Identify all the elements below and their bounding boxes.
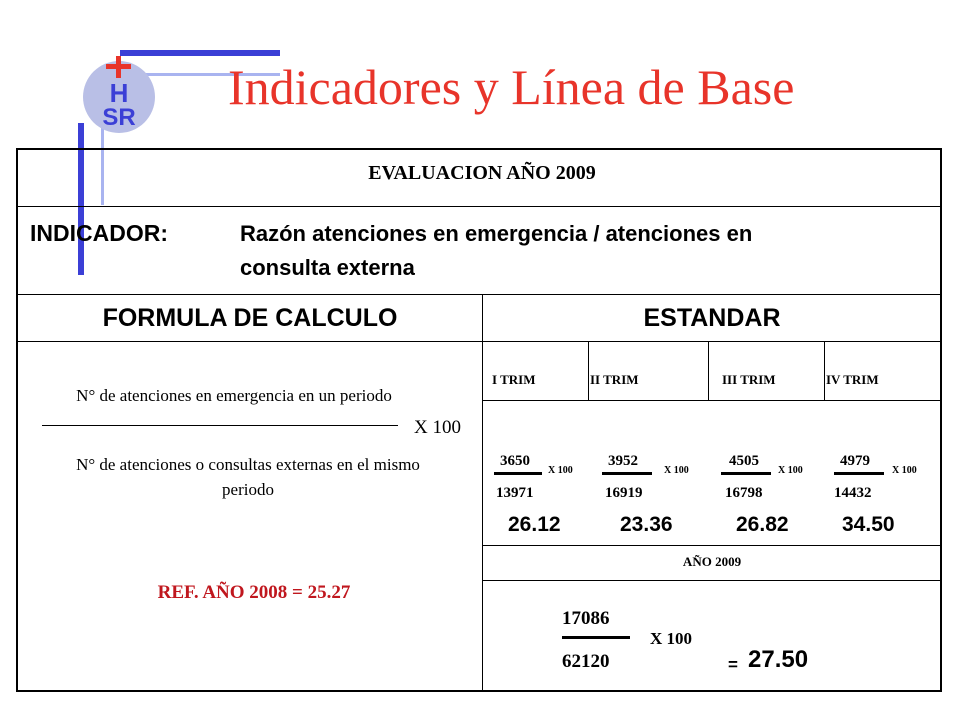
q4-fraction-line bbox=[834, 472, 884, 475]
q1-denominator: 13971 bbox=[496, 485, 534, 501]
indicator-table bbox=[16, 148, 942, 692]
row-divider bbox=[482, 400, 942, 401]
q3-numerator: 4505 bbox=[729, 453, 759, 469]
reference-value: REF. AÑO 2008 = 25.27 bbox=[157, 582, 351, 603]
year-multiplier: X 100 bbox=[650, 629, 693, 648]
year-fraction-line bbox=[562, 636, 630, 639]
hsr-logo bbox=[78, 52, 160, 134]
q3-fraction-line bbox=[721, 472, 771, 475]
year-numerator: 17086 bbox=[562, 608, 610, 629]
row-divider bbox=[18, 294, 942, 295]
indicator-text-line2: consulta externa bbox=[240, 255, 415, 280]
quarter-1-label: I TRIM bbox=[492, 372, 536, 387]
row-divider bbox=[482, 545, 942, 546]
q2-multiplier: X 100 bbox=[664, 465, 689, 476]
formula-fraction-line bbox=[42, 425, 398, 426]
col-divider bbox=[708, 341, 709, 400]
q3-result: 26.82 bbox=[736, 513, 789, 536]
q1-multiplier: X 100 bbox=[548, 465, 573, 476]
q1-numerator: 3650 bbox=[500, 453, 530, 469]
quarter-3-label: III TRIM bbox=[722, 372, 776, 387]
formula-header: FORMULA DE CALCULO bbox=[102, 304, 398, 332]
formula-numerator: N° de atenciones en emergencia en un periodo bbox=[76, 386, 392, 405]
quarter-2-label: II TRIM bbox=[590, 372, 639, 387]
q2-numerator: 3952 bbox=[608, 453, 638, 469]
q1-result: 26.12 bbox=[508, 513, 561, 536]
evaluation-header: EVALUACION AÑO 2009 bbox=[368, 162, 596, 184]
formula-multiplier: X 100 bbox=[414, 417, 461, 438]
formula-denominator-line1: N° de atenciones o consultas externas en el mismo bbox=[76, 455, 420, 474]
q2-denominator: 16919 bbox=[605, 485, 643, 501]
year-denominator: 62120 bbox=[562, 651, 610, 672]
row-divider bbox=[18, 341, 942, 342]
row-divider bbox=[482, 580, 942, 581]
row-divider bbox=[18, 206, 942, 207]
formula-denominator-line2: periodo bbox=[222, 480, 274, 499]
col-divider bbox=[824, 341, 825, 400]
q3-denominator: 16798 bbox=[725, 485, 763, 501]
standard-header: ESTANDAR bbox=[643, 304, 781, 332]
year-header: AÑO 2009 bbox=[682, 554, 742, 569]
q3-multiplier: X 100 bbox=[778, 465, 803, 476]
indicator-text-line1: Razón atenciones en emergencia / atenciones en bbox=[240, 221, 753, 246]
indicator-label: INDICADOR: bbox=[30, 220, 168, 246]
q4-multiplier: X 100 bbox=[892, 465, 917, 476]
year-result: 27.50 bbox=[748, 646, 809, 673]
col-divider bbox=[482, 294, 483, 692]
svg-text:SR: SR bbox=[102, 104, 136, 131]
svg-text:H: H bbox=[109, 78, 129, 108]
q4-denominator: 14432 bbox=[834, 485, 872, 501]
q1-fraction-line bbox=[494, 472, 542, 475]
q4-numerator: 4979 bbox=[840, 453, 870, 469]
q4-result: 34.50 bbox=[842, 513, 895, 536]
col-divider bbox=[588, 341, 589, 400]
year-equals: = bbox=[728, 655, 738, 674]
q2-result: 23.36 bbox=[620, 513, 673, 536]
q2-fraction-line bbox=[602, 472, 652, 475]
quarter-4-label: IV TRIM bbox=[826, 372, 879, 387]
slide-title: Indicadores y Línea de Base bbox=[228, 59, 795, 115]
